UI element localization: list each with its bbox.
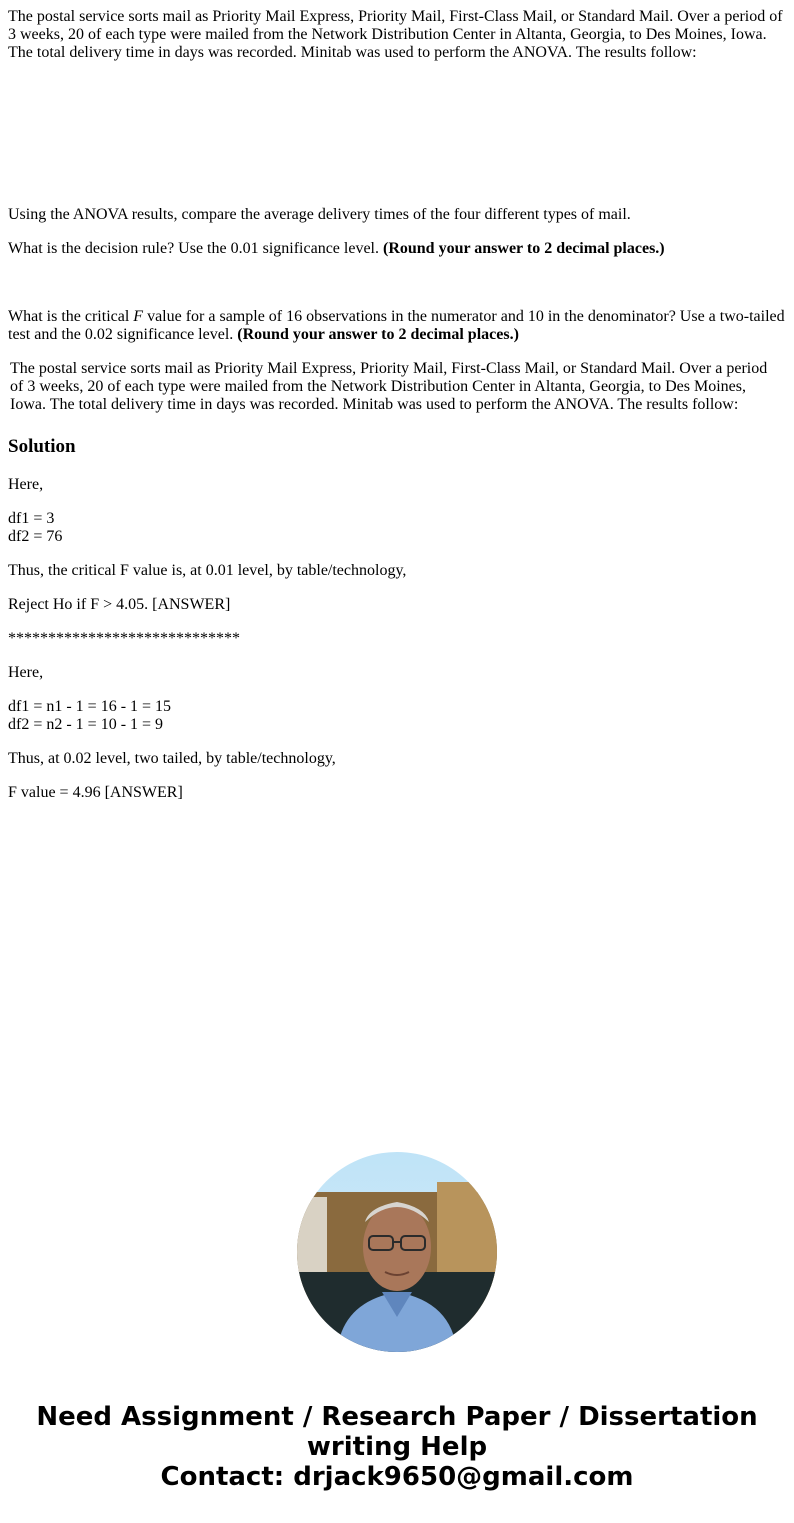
promo-contact[interactable]: Contact: drjack9650@gmail.com [160,1462,634,1492]
question-2-pre: What is the critical [8,308,134,325]
df1-formula: df1 = n1 - 1 = 16 - 1 = 15 [8,698,172,715]
solution-df-block-2 [8,698,786,734]
df1-value: df1 = 3 [8,510,55,527]
promo-line-1: Need Assignment / Research Paper / Dissertation writing Help [36,1402,758,1462]
solution-answer-1: Reject Ho if F > 4.05. [ANSWER] [8,596,231,613]
question-2-f-symbol: F [133,308,144,325]
question-2 [8,308,786,344]
solution-answer-2: F value = 4.96 [ANSWER] [8,784,183,801]
promo-text [0,1402,794,1492]
anova-results-image-placeholder [8,62,786,206]
author-avatar [297,1152,497,1352]
solution-here-1: Here, [8,476,44,493]
df2-formula: df2 = n2 - 1 = 10 - 1 = 9 [8,716,164,733]
solution-critical-text: Thus, the critical F value is, at 0.01 level, by table/technology, [8,562,407,579]
answer-gap [8,274,786,308]
question-repeat: The postal service sorts mail as Priority Mail Express, Priority Mail, First-Class Mail, or Standard Mail. Over a period of 3 weeks, 20 of each type were mailed from the Network Distribution Center in Altanta, Georgia, to Des Moines, Iowa. The total delivery time in days was recorded. Minitab was used to perform the ANOVA. The results follow: [10,360,768,413]
question-1 [8,240,786,258]
question-intro: The postal service sorts mail as Priority Mail Express, Priority Mail, First-Class Mail, or Standard Mail. Over a period of 3 weeks, 20 of each type were mailed from the Network Distribution Center in Altanta, Georgia, to Des Moines, Iowa. The total delivery time in days was recorded. Minitab was used to perform the ANOVA. The results follow: [8,8,783,61]
solution-level-text: Thus, at 0.02 level, two tailed, by table/technology, [8,750,336,767]
question-compare: Using the ANOVA results, compare the average delivery times of the four different types of mail. [8,206,631,223]
question-2-post: value for a sample of 16 observations in the numerator and 10 in the denominator? Use a two-tailed test and the 0.02 significance level. [8,308,785,343]
question-1-text: What is the decision rule? Use the 0.01 significance level. [8,240,383,257]
promo-section [0,1152,794,1492]
question-2-round-note: (Round your answer to 2 decimal places.) [237,326,519,343]
df2-value: df2 = 76 [8,528,63,545]
question-1-round-note: (Round your answer to 2 decimal places.) [382,240,665,257]
solution-heading: Solution [8,436,76,457]
solution-here-2: Here, [8,664,44,681]
solution-separator: ***************************** [8,630,240,647]
solution-df-block-1 [8,510,786,546]
